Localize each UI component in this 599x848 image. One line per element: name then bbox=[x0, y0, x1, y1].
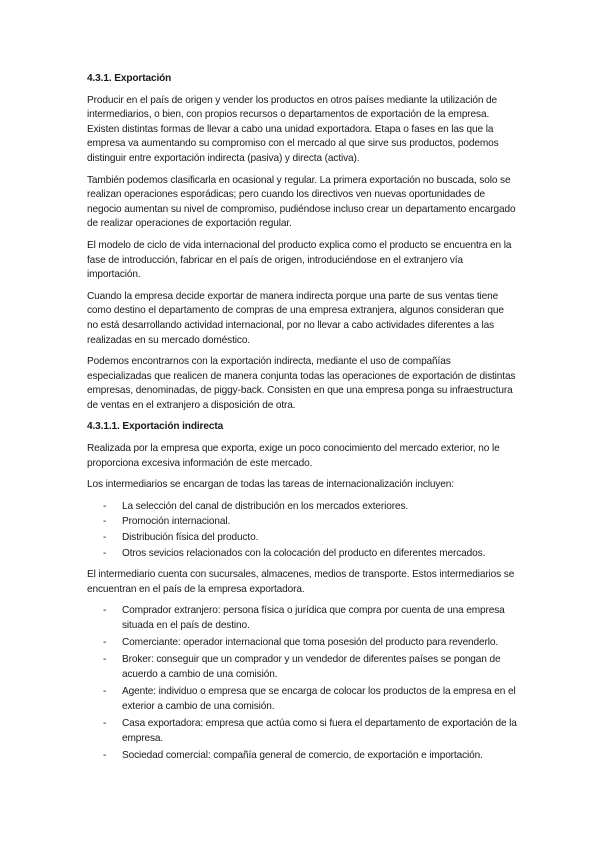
subsection-heading: 4.3.1.1. Exportación indirecta bbox=[87, 421, 224, 433]
dash-bullet: - bbox=[103, 605, 107, 617]
list-item bbox=[87, 531, 517, 546]
list-item-text: Sociedad comercial: compañía general de comercio, de exportación e importación. bbox=[122, 749, 483, 761]
list-item bbox=[87, 636, 517, 651]
paragraph: Podemos encontrarnos con la exportación indirecta, mediante el uso de compañías especializadas que realicen de manera conjunta todas las operaciones de exportación de distintas empresas, denominadas, de piggy-back. Consisten en que una empresa ponga su infraestructura de ventas en el extranjero a disposición de otra. bbox=[87, 356, 516, 411]
paragraph: Cuando la empresa decide exportar de manera indirecta porque una parte de sus ventas tiene como destino el departamento de compras de una empresa extranjera, algunos consideran que no está desarrollando actividad internacional, por no llevar a cabo actividades diferentes a las realizadas en su mercado doméstico. bbox=[87, 290, 504, 346]
paragraph: Realizada por la empresa que exporta, exige un poco conocimiento del mercado exterior, no le proporciona excesiva información de este mercado. bbox=[87, 443, 500, 469]
list-item bbox=[87, 547, 517, 562]
list-item bbox=[87, 653, 517, 682]
dash-bullet: - bbox=[103, 547, 107, 559]
list-item bbox=[87, 515, 517, 530]
dash-bullet: - bbox=[103, 500, 107, 512]
list-item-text: Broker: conseguir que un comprador y un vendedor de diferentes países se pongan de acuerdo a cambio de una comisión. bbox=[122, 654, 501, 680]
list-item-text: Comerciante: operador internacional que toma posesión del producto para revenderlo. bbox=[122, 637, 499, 649]
list-item bbox=[87, 604, 517, 633]
list-item-text: Agente: individuo o empresa que se encarga de colocar los productos de la empresa en el exterior a cambio de una comisión. bbox=[122, 686, 516, 712]
list-item-text: Otros sevicios relacionados con la colocación del producto en diferentes mercados. bbox=[122, 547, 486, 559]
dash-bullet: - bbox=[103, 749, 107, 761]
list-item bbox=[87, 685, 517, 714]
dash-bullet: - bbox=[103, 532, 107, 544]
section-heading: 4.3.1. Exportación bbox=[87, 73, 172, 84]
intermediary-types-list bbox=[87, 604, 517, 763]
dash-bullet: - bbox=[103, 686, 107, 698]
list-item bbox=[87, 717, 517, 746]
paragraph: Los intermediarios se encargan de todas las tareas de internacionalización incluyen: bbox=[87, 479, 454, 491]
dash-bullet: - bbox=[103, 654, 107, 666]
dash-bullet: - bbox=[103, 637, 107, 649]
list-item-text: Comprador extranjero: persona física o jurídica que compra por cuenta de una empresa situada en el país de destino. bbox=[122, 605, 505, 631]
paragraph: El intermediario cuenta con sucursales, almacenes, medios de transporte. Estos intermediarios se encuentran en el país de la empresa exportadora. bbox=[87, 569, 515, 595]
list-item bbox=[87, 500, 517, 515]
paragraph: También podemos clasificarla en ocasional y regular. La primera exportación no buscada, solo se realizan operaciones esporádicas; pero cuando los directivos ven nuevas oportunidades de negocio aumentan su nivel de compromiso, pudiéndose incluso crear un departamento encargado de realizar operaciones de exportación regular. bbox=[87, 174, 516, 230]
intermediary-tasks-list bbox=[87, 500, 517, 561]
paragraph: El modelo de ciclo de vida internacional del producto explica como el producto se encuentra en la fase de introducción, fabricar en el país de origen, introduciéndose en el extranjero vía importación. bbox=[87, 239, 512, 281]
document-page bbox=[87, 72, 517, 770]
paragraph: Producir en el país de origen y vender los productos en otros países mediante la utilización de intermediarios, o bien, con propios recursos o departamentos de exportación de la empresa. Existen distintas formas de llevar a cabo una unidad exportadora. Etapa o fases en las que la empresa va aumentando su compromiso con el mercado al que sirve sus productos, podemos distinguir entre exportación indirecta (pasiva) y directa (activa). bbox=[87, 94, 499, 164]
list-item-text: La selección del canal de distribución en los mercados exteriores. bbox=[122, 500, 409, 512]
dash-bullet: - bbox=[103, 516, 107, 528]
list-item-text: Promoción internacional. bbox=[122, 516, 231, 528]
list-item-text: Casa exportadora: empresa que actúa como si fuera el departamento de exportación de la empresa. bbox=[122, 717, 517, 744]
list-item bbox=[87, 749, 517, 764]
list-item-text: Distribución física del producto. bbox=[122, 532, 259, 544]
dash-bullet: - bbox=[103, 717, 107, 729]
